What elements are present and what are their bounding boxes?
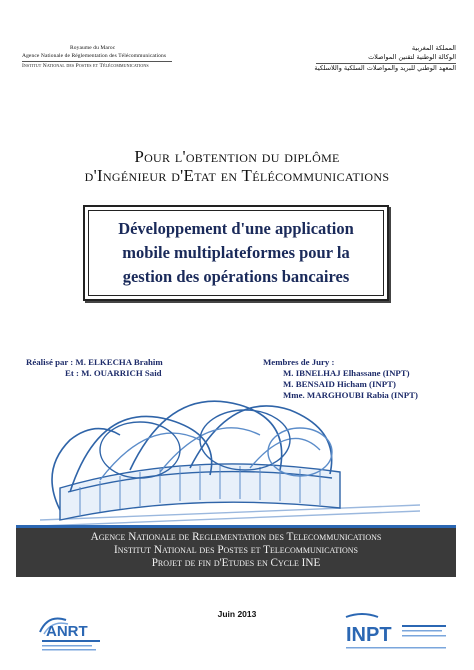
project-title xyxy=(88,210,384,296)
jury-member: M. IBNELHAJ Elhassane (INPT) xyxy=(283,368,410,378)
header-left-line-3: Institut National des Postes et Télécommunications xyxy=(22,63,149,69)
authors-block xyxy=(26,357,256,379)
project-title-line-2: mobile multiplateformes pour la xyxy=(122,243,350,262)
jury-member: Mme. MARGHOUBI Rabia (INPT) xyxy=(283,390,418,400)
authors-line-1: Réalisé par : M. ELKECHA Brahim xyxy=(26,357,163,367)
project-title-line-1: Développement d'une application xyxy=(118,219,354,238)
institutions-band-line-1: Agence Nationale de Reglementation des Telecommunications xyxy=(90,531,382,543)
building-illustration xyxy=(40,380,420,530)
degree-title-line-2: d'Ingénieur d'Etat en Télécommunications xyxy=(84,166,390,185)
anrt-logo-text: ANRT xyxy=(46,623,88,640)
inpt-logo-text: INPT xyxy=(346,624,392,646)
authors-line-2: Et : M. OUARRICH Said xyxy=(65,368,162,378)
degree-title-line-1: Pour l'obtention du diplôme xyxy=(134,147,340,166)
jury-member: M. BENSAID Hicham (INPT) xyxy=(283,379,396,389)
jury-heading: Membres de Jury : xyxy=(263,357,335,367)
institutions-band xyxy=(16,528,456,577)
header-right-line-1: المملكة المغربية xyxy=(411,44,456,52)
inpt-logo xyxy=(342,611,450,655)
degree-title xyxy=(0,147,474,185)
anrt-logo xyxy=(38,606,118,656)
header-right-line-2: الوكالة الوطنية لتقنين المواصلات xyxy=(368,53,456,61)
date: Juin 2013 xyxy=(217,609,257,619)
institutions-band-line-2: Institut National des Postes et Telecommunications xyxy=(114,544,358,556)
project-title-line-3: gestion des opérations bancaires xyxy=(122,267,350,286)
institutions-band-line-3: Projet de fin d'Etudes en Cycle INE xyxy=(151,557,321,569)
header-right-line-3: المعهد الوطني للبريد والمواصلات السلكية واللاسلكية xyxy=(314,64,456,72)
header-left-institutions xyxy=(22,44,222,70)
header-left-line-2: Agence Nationale de Réglementation des Télécommunications xyxy=(22,53,167,59)
header-left-line-1: Royaume du Maroc xyxy=(70,45,116,51)
header-right-institutions xyxy=(270,44,456,73)
project-title-box xyxy=(83,205,389,301)
